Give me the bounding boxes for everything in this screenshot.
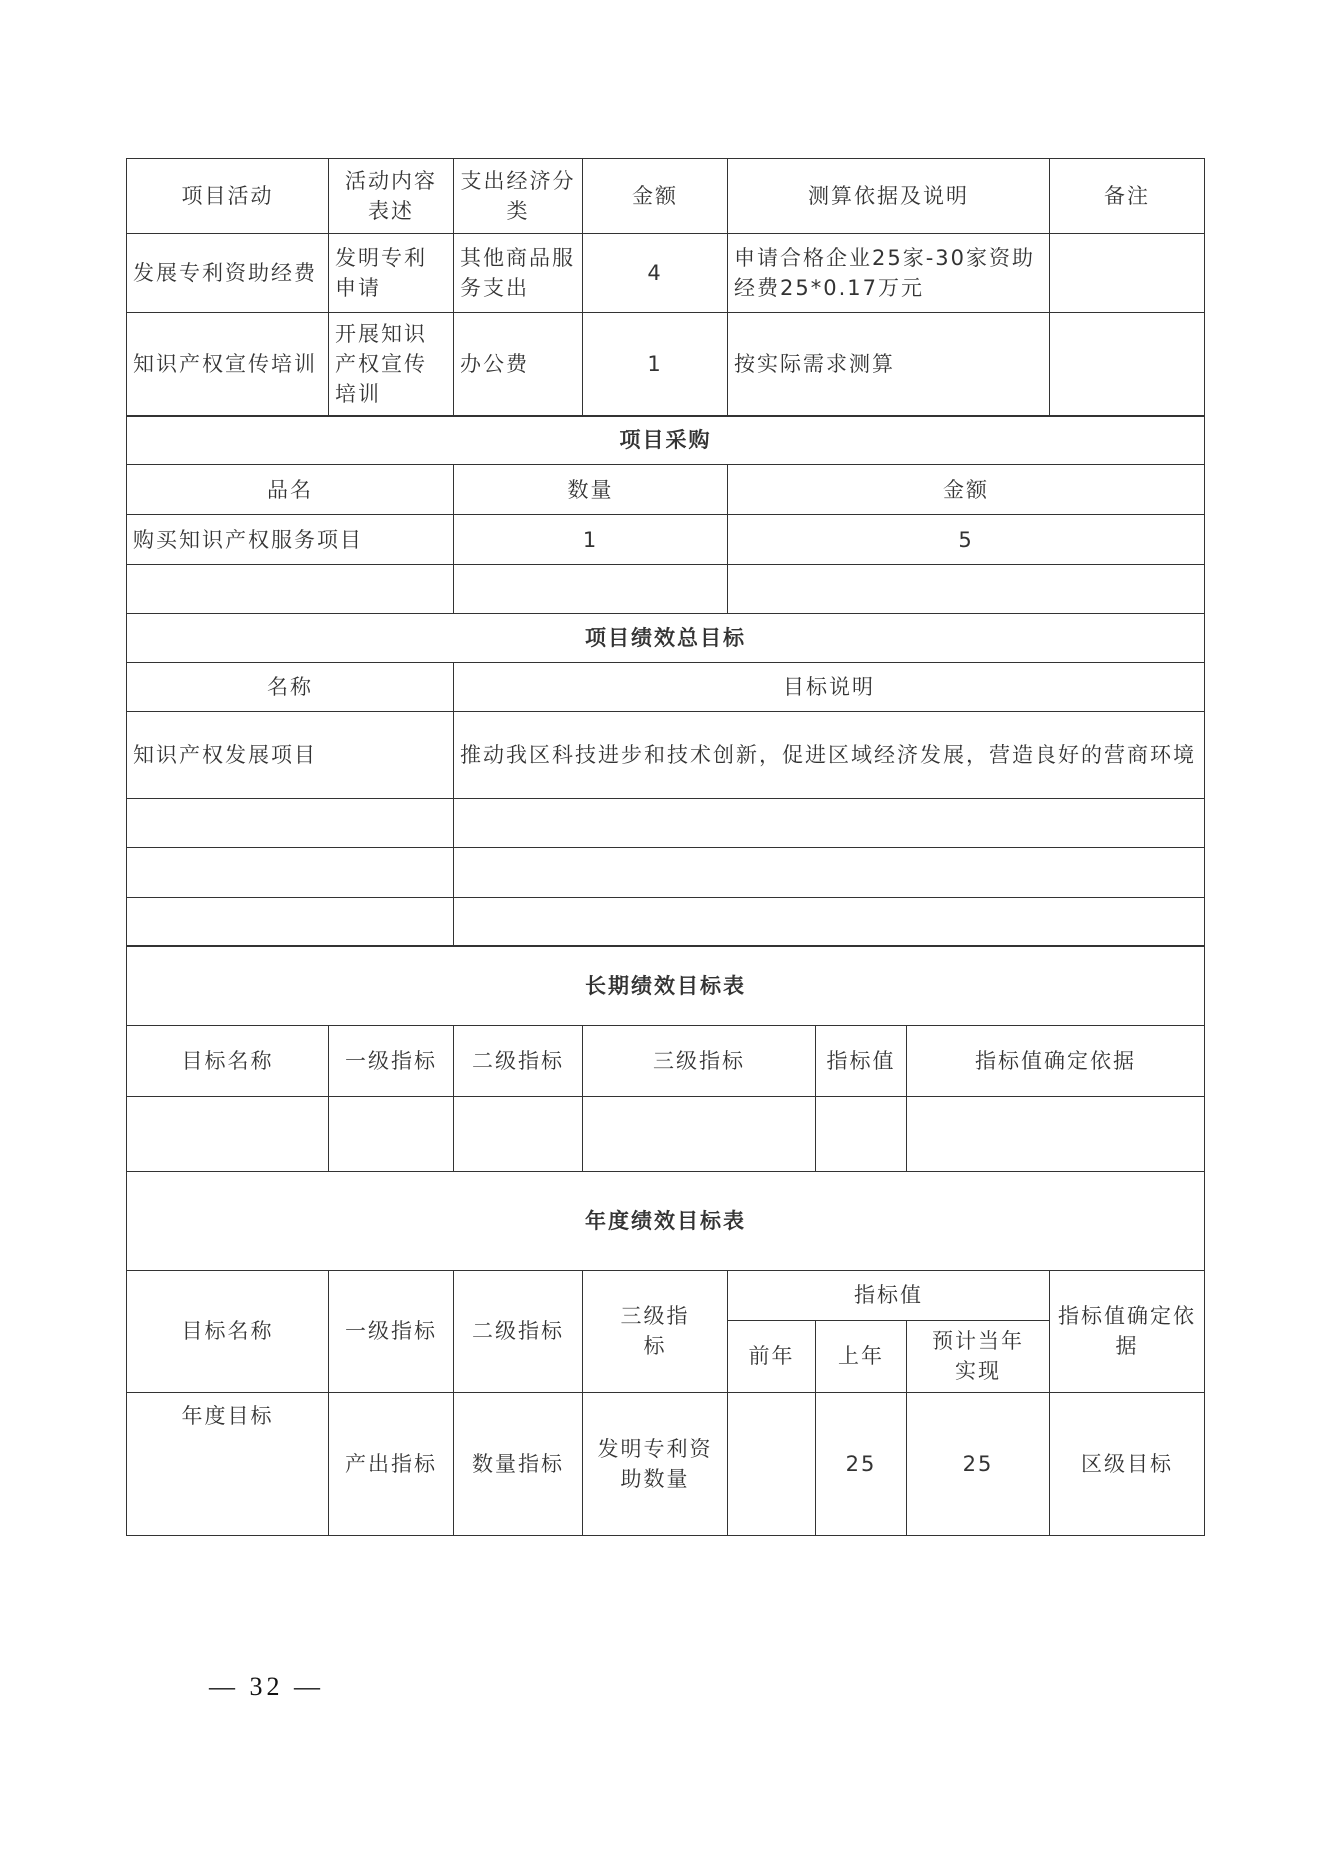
header-cell: 金额	[728, 465, 1205, 515]
header-cell: 上年	[816, 1320, 907, 1392]
note-cell	[1050, 312, 1205, 416]
header-cell: 指标值	[816, 1026, 907, 1097]
basis-cell: 申请合格企业25家-30家资助经费25*0.17万元	[728, 233, 1050, 312]
header-cell: 指标值确定依据	[907, 1026, 1205, 1097]
basis-cell: 按实际需求测算	[728, 312, 1050, 416]
header-cell: 支出经济分类	[454, 158, 583, 233]
header-cell: 测算依据及说明	[728, 158, 1050, 233]
header-cell: 目标名称	[127, 1270, 329, 1392]
content-cell: 发明专利申请	[329, 233, 454, 312]
header-cell: 一级指标	[329, 1270, 454, 1392]
header-cell: 目标说明	[454, 662, 1205, 711]
empty-row	[127, 897, 1205, 946]
table-header-row	[127, 158, 1205, 233]
header-cell: 指标值确定依据	[1050, 1270, 1205, 1392]
header-cell: 前年	[728, 1320, 816, 1392]
last-year-cell: 25	[816, 1392, 907, 1535]
empty-row	[127, 1097, 1205, 1172]
table-row	[127, 515, 1205, 565]
prev-year-cell	[728, 1392, 816, 1535]
header-cell: 三级指标	[583, 1026, 816, 1097]
amount-cell: 4	[583, 233, 728, 312]
header-cell: 二级指标	[454, 1026, 583, 1097]
empty-row	[127, 847, 1205, 897]
overall-goal-table	[126, 613, 1205, 947]
header-cell: 项目活动	[127, 158, 329, 233]
budget-document-table	[126, 159, 1204, 1536]
table-row	[127, 312, 1205, 416]
qty-cell: 1	[454, 515, 728, 565]
annual-goal-table	[126, 1171, 1205, 1536]
section-title-long-term: 长期绩效目标表	[127, 946, 1205, 1026]
goal-name-cell: 年度目标	[127, 1392, 329, 1535]
table-row	[127, 711, 1205, 798]
empty-row	[127, 798, 1205, 847]
goal-name-cell: 知识产权发展项目	[127, 711, 454, 798]
table-header-row	[127, 662, 1205, 711]
header-cell: 品名	[127, 465, 454, 515]
l2-cell: 数量指标	[454, 1392, 583, 1535]
section-title-procurement: 项目采购	[127, 416, 1205, 465]
header-cell: 金额	[583, 158, 728, 233]
table-header-row	[127, 465, 1205, 515]
page-number: — 32 —	[209, 1672, 324, 1701]
category-cell: 办公费	[454, 312, 583, 416]
table-header-row	[127, 1270, 1205, 1320]
amount-cell: 5	[728, 515, 1205, 565]
basis-cell: 区级目标	[1050, 1392, 1205, 1535]
header-cell: 名称	[127, 662, 454, 711]
long-term-goal-table	[126, 945, 1205, 1172]
header-cell: 预计当年实现	[907, 1320, 1050, 1392]
table-row	[127, 1392, 1205, 1535]
content-cell: 开展知识产权宣传培训	[329, 312, 454, 416]
header-cell: 目标名称	[127, 1026, 329, 1097]
section-title-annual: 年度绩效目标表	[127, 1171, 1205, 1270]
note-cell	[1050, 233, 1205, 312]
l1-cell: 产出指标	[329, 1392, 454, 1535]
empty-row	[127, 565, 1205, 614]
activity-cell: 发展专利资助经费	[127, 233, 329, 312]
header-cell: 活动内容表述	[329, 158, 454, 233]
item-name-cell: 购买知识产权服务项目	[127, 515, 454, 565]
header-cell: 数量	[454, 465, 728, 515]
header-cell: 一级指标	[329, 1026, 454, 1097]
procurement-table	[126, 415, 1205, 614]
goal-desc-cell: 推动我区科技进步和技术创新，促进区域经济发展，营造良好的营商环境	[454, 711, 1205, 798]
header-cell: 二级指标	[454, 1270, 583, 1392]
expected-cell: 25	[907, 1392, 1050, 1535]
header-cell: 三级指标	[583, 1270, 728, 1392]
l3-cell: 发明专利资助数量	[583, 1392, 728, 1535]
header-cell: 指标值	[728, 1270, 1050, 1320]
amount-cell: 1	[583, 312, 728, 416]
category-cell: 其他商品服务支出	[454, 233, 583, 312]
activities-table	[126, 158, 1205, 417]
section-title-overall-goal: 项目绩效总目标	[127, 613, 1205, 662]
activity-cell: 知识产权宣传培训	[127, 312, 329, 416]
table-header-row	[127, 1026, 1205, 1097]
table-row	[127, 233, 1205, 312]
header-cell: 备注	[1050, 158, 1205, 233]
